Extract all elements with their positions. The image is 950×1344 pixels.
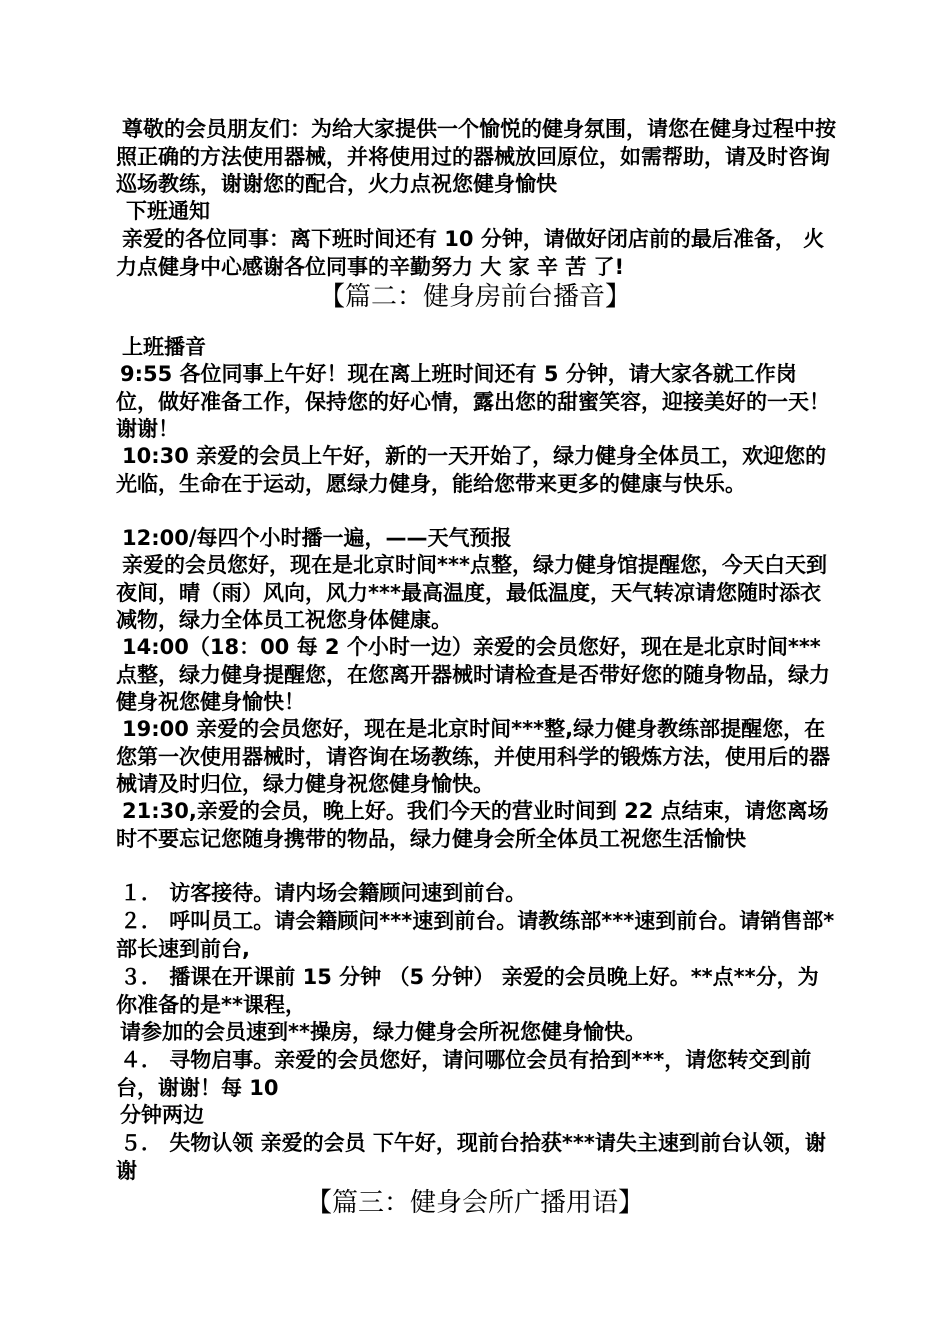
weather-paragraph: 亲爱的会员您好，现在是北京时间***点整，绿力健身馆提醒您，今天白天到夜间，晴（雨）风向，风力***最高温度，最低温度，天气转凉请您随时添衣减物，绿力全体员工祝您身体健康。 bbox=[116, 553, 827, 632]
broadcast-0955: 9:55 各位同事上午好！现在离上班时间还有 5 分钟，请大家各就工作岗位，做好准备工作，保持您的好心情，露出您的甜蜜笑容，迎接美好的一天！谢谢！ bbox=[116, 362, 830, 441]
list-item-4-continued: 分钟两边 bbox=[120, 1103, 204, 1127]
broadcast-2130: 21:30,亲爱的会员，晚上好。我们今天的营业时间到 22 点结束，请您离场时不要忘记您随身携带的物品，绿力健身会所全体员工祝您生活愉快 bbox=[116, 799, 829, 851]
offwork-paragraph: 亲爱的各位同事：离下班时间还有 10 分钟，请做好闭店前的最后准备， 火力点健身中心感谢各位同事的辛勤努力 大 家 辛 苦 了! bbox=[116, 227, 825, 279]
section-heading-3: 【篇三：健身会所广播用语】 bbox=[305, 1188, 644, 1218]
onwork-title: 上班播音 bbox=[122, 335, 206, 359]
broadcast-1030: 10:30 亲爱的会员上午好，新的一天开始了，绿力健身全体员工，欢迎您的光临，生命在于运动，愿绿力健身，能给您带来更多的健康与快乐。 bbox=[116, 444, 827, 496]
list-item-5: ５． 失物认领 亲爱的会员 下午好，现前台拾获***请失主速到前台认领，谢谢 bbox=[116, 1131, 826, 1183]
broadcast-1900: 19:00 亲爱的会员您好，现在是北京时间***整,绿力健身教练部提醒您，在您第一次使用器械时，请咨询在场教练，并使用科学的锻炼方法，使用后的器械请及时归位，绿力健身祝您健身愉快。 bbox=[116, 717, 830, 796]
list-item-3: ３． 播课在开课前 15 分钟 （5 分钟） 亲爱的会员晚上好。**点**分，为你准备的是**课程， bbox=[116, 965, 819, 1017]
broadcast-1400: 14:00（18：00 每 2 个小时一边）亲爱的会员您好，现在是北京时间***点整，绿力健身提醒您，在您离开器械时请检查是否带好您的随身物品，绿力健身祝您健身愉快！ bbox=[116, 635, 830, 714]
offwork-title: 下班通知 bbox=[126, 199, 210, 223]
broadcast-1200: 12:00/每四个小时播一遍，——天气预报 bbox=[122, 526, 512, 550]
section-heading-2: 【篇二：健身房前台播音】 bbox=[318, 282, 631, 312]
intro-paragraph: 尊敬的会员朋友们：为给大家提供一个愉悦的健身氛围，请您在健身过程中按照正确的方法使用器械，并将使用过的器械放回原位，如需帮助，请及时咨询巡场教练，谢谢您的配合，火力点祝您健身愉快 bbox=[116, 117, 836, 196]
list-item-1: １． 访客接待。请内场会籍顾问速到前台。 bbox=[120, 881, 527, 905]
list-item-4: ４． 寻物启事。亲爱的会员您好，请问哪位会员有拾到***，请您转交到前台，谢谢！每 10 bbox=[116, 1048, 812, 1100]
list-item-2: ２． 呼叫员工。请会籍顾问***速到前台。请教练部***速到前台。请销售部*部长速到前台, bbox=[116, 909, 835, 961]
list-item-3-continued: 请参加的会员速到**操房，绿力健身会所祝您健身愉快。 bbox=[120, 1020, 646, 1044]
